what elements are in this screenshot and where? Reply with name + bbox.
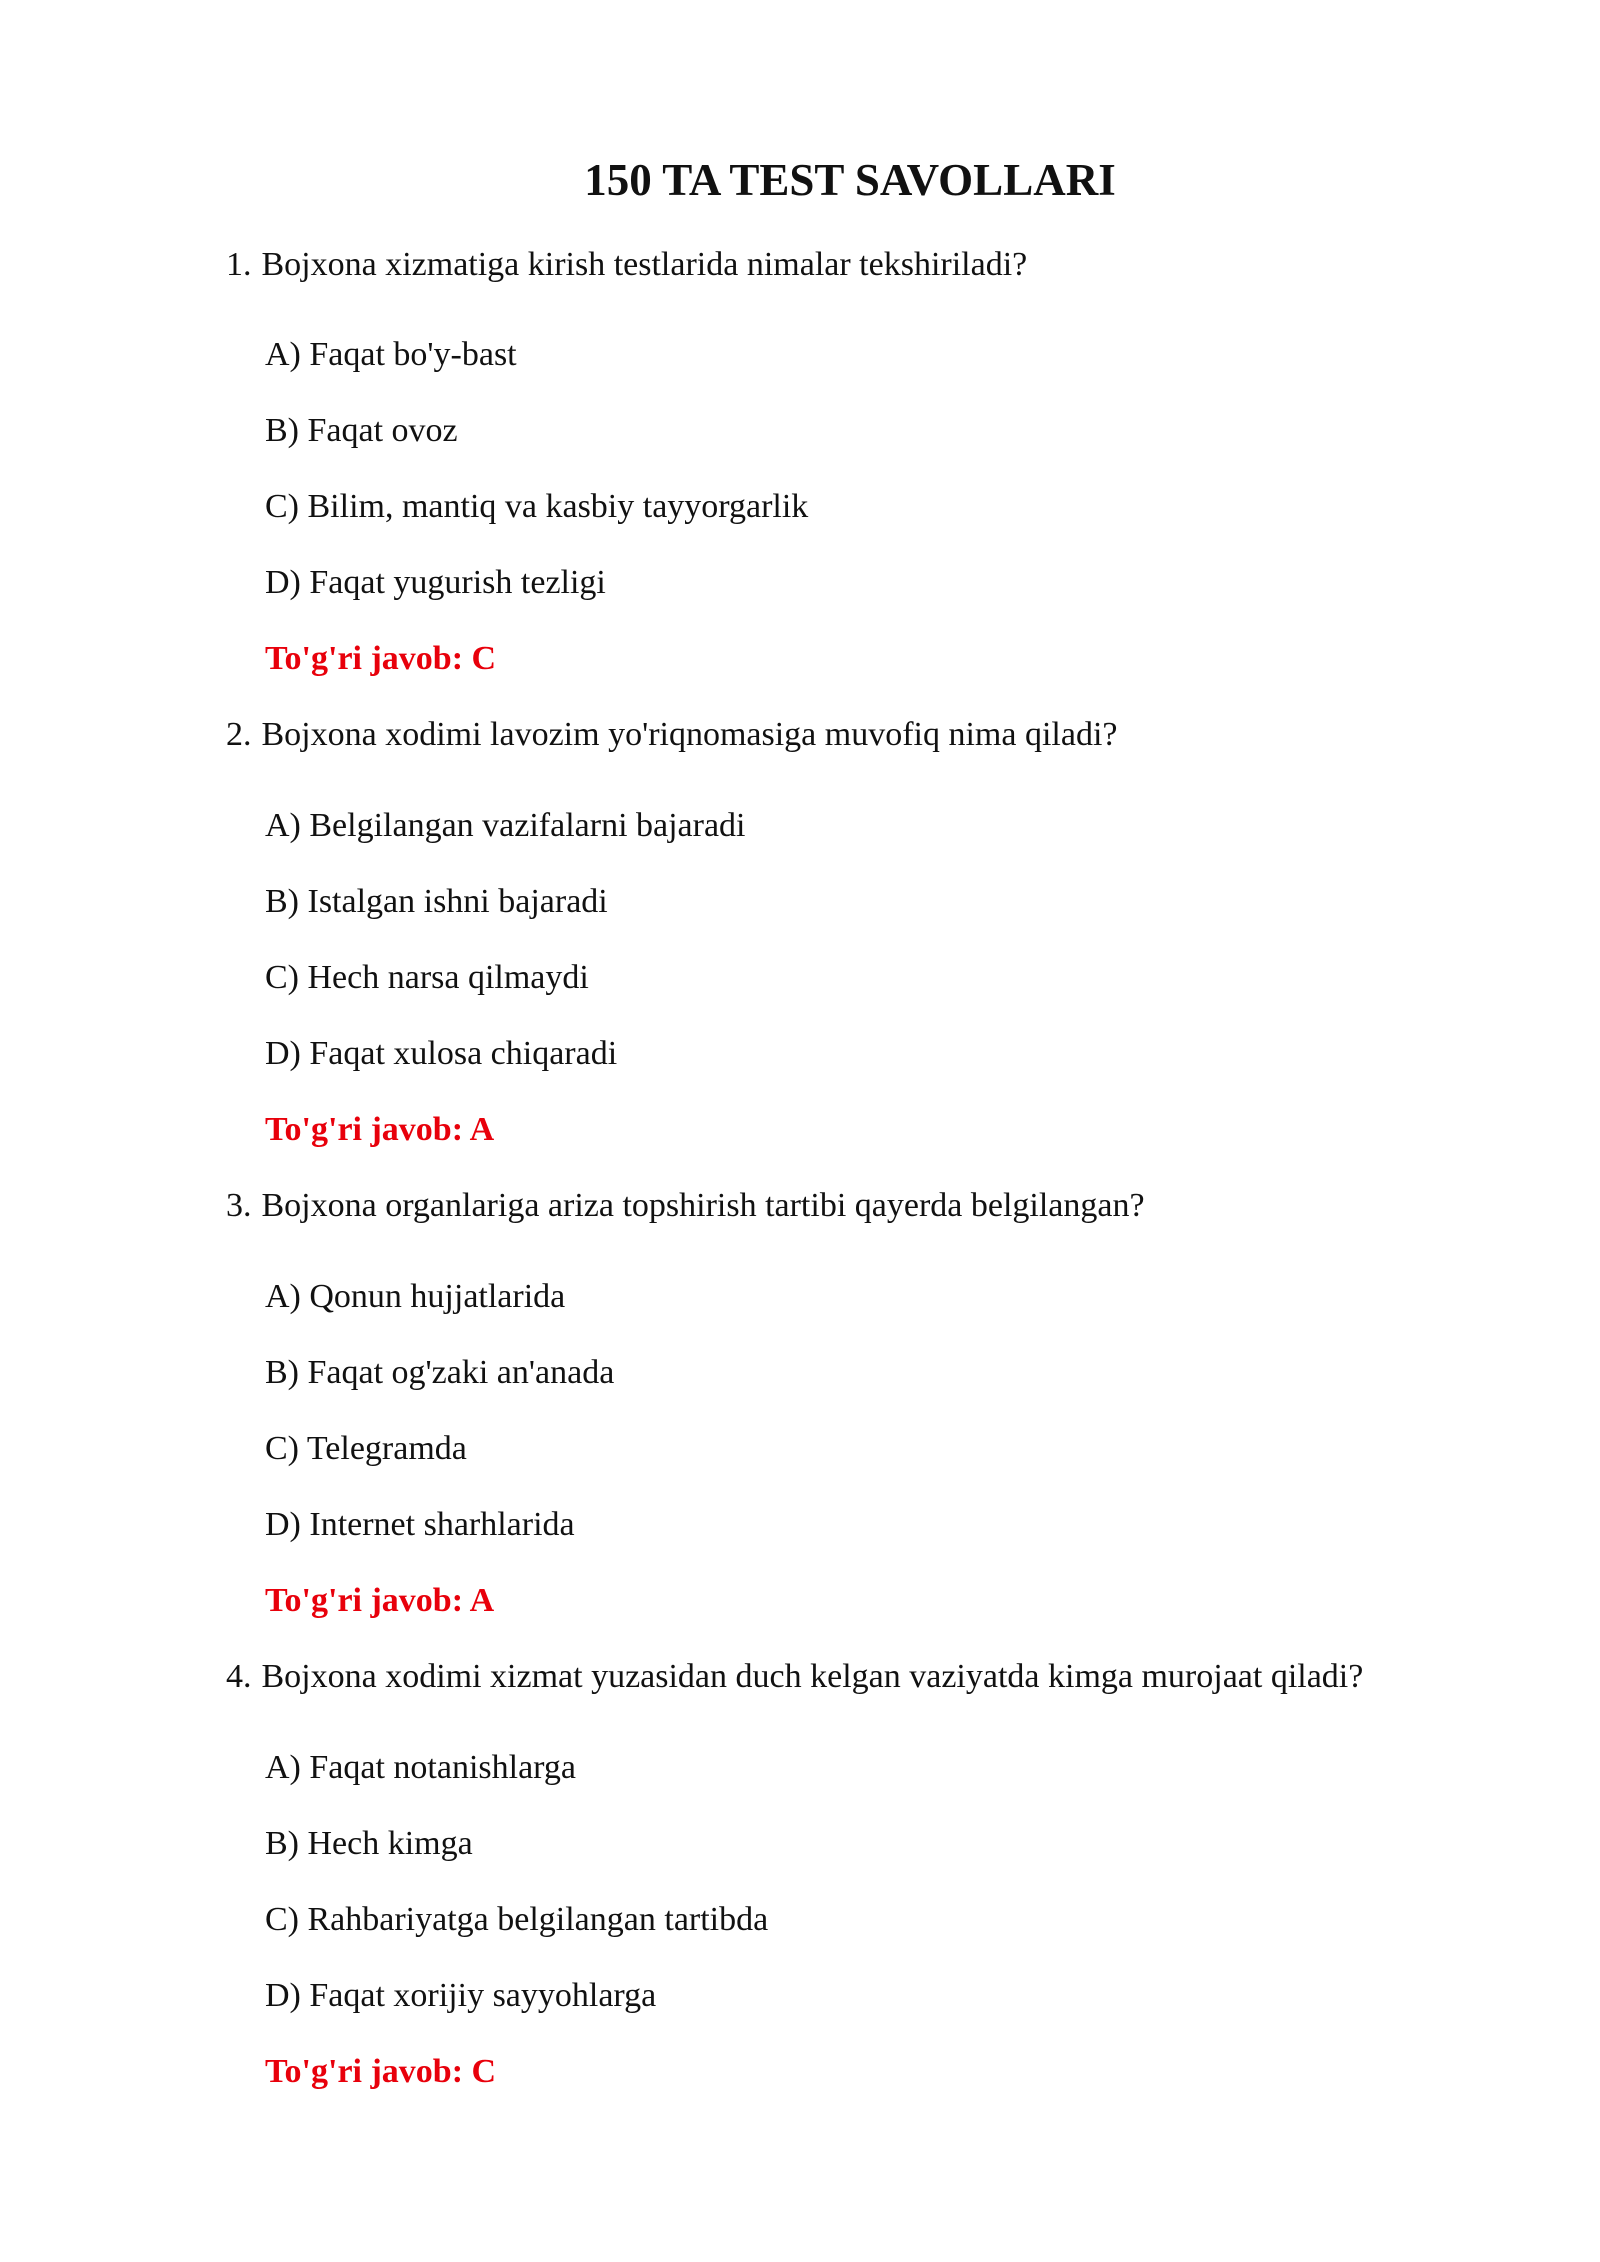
question-text	[226, 1184, 1145, 1228]
option-d: D) Internet sharhlarida	[265, 1506, 575, 1543]
option-c: C) Telegramda	[265, 1430, 467, 1467]
question-label: Bojxona organlariga ariza topshirish tartibi qayerda belgilangan?	[261, 1187, 1145, 1224]
question-text	[226, 243, 1027, 287]
question-label: Bojxona xodimi lavozim yo'riqnomasiga muvofiq nima qiladi?	[261, 716, 1118, 753]
correct-answer: To'g'ri javob: A	[265, 1111, 495, 1148]
option-c: C) Bilim, mantiq va kasbiy tayyorgarlik	[265, 488, 809, 525]
option-c: C) Rahbariyatga belgilangan tartibda	[265, 1901, 769, 1938]
option-d: D) Faqat xulosa chiqaradi	[265, 1035, 618, 1072]
option-d: D) Faqat yugurish tezligi	[265, 564, 606, 601]
option-a: A) Faqat bo'y-bast	[265, 336, 517, 373]
option-a: A) Faqat notanishlarga	[265, 1749, 576, 1786]
option-b: B) Faqat og'zaki an'anada	[265, 1354, 615, 1391]
option-c: C) Hech narsa qilmaydi	[265, 959, 589, 996]
correct-answer: To'g'ri javob: C	[265, 2053, 497, 2090]
option-a: A) Qonun hujjatlarida	[265, 1278, 566, 1315]
question-label: Bojxona xizmatiga kirish testlarida nimalar tekshiriladi?	[261, 246, 1028, 283]
option-d: D) Faqat xorijiy sayyohlarga	[265, 1977, 657, 2014]
question-number: 1.	[226, 246, 252, 283]
question-text	[226, 1655, 1363, 1699]
option-b: B) Faqat ovoz	[265, 412, 458, 449]
question-number: 2.	[226, 716, 252, 753]
correct-answer: To'g'ri javob: C	[265, 640, 497, 677]
option-b: B) Istalgan ishni bajaradi	[265, 883, 608, 920]
option-b: B) Hech kimga	[265, 1825, 473, 1862]
question-text	[226, 713, 1118, 757]
question-number: 3.	[226, 1187, 252, 1224]
question-label: Bojxona xodimi xizmat yuzasidan duch kelgan vaziyatda kimga murojaat qiladi?	[261, 1658, 1364, 1695]
correct-answer: To'g'ri javob: A	[265, 1582, 495, 1619]
question-number: 4.	[226, 1658, 252, 1695]
option-a: A) Belgilangan vazifalarni bajaradi	[265, 807, 746, 844]
page-title: 150 TA TEST SAVOLLARI	[584, 155, 1116, 205]
